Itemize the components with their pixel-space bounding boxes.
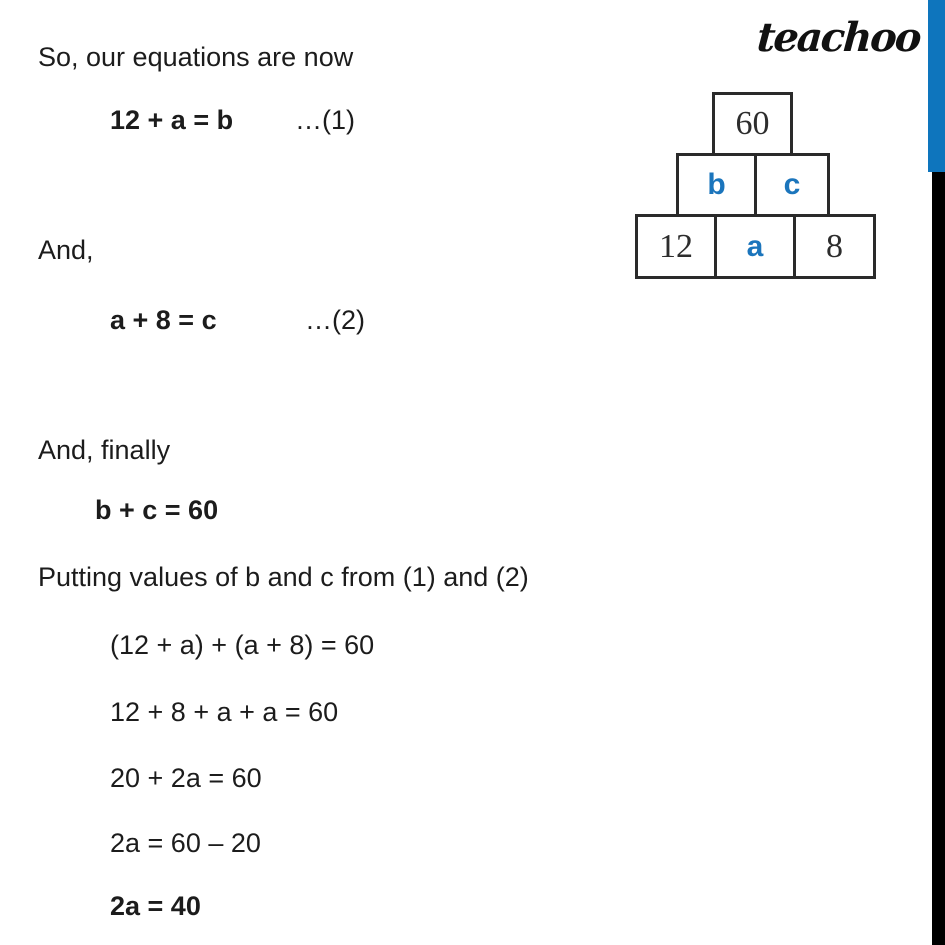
pyramid-variable-a: a <box>746 229 764 263</box>
pyramid-value-60: 60 <box>735 105 770 142</box>
pyramid-cell-c <box>754 153 830 217</box>
equation-2: a + 8 = c <box>110 305 217 335</box>
putting-values-text: Putting values of b and c from (1) and (2) <box>38 562 529 592</box>
pyramid-variable-b: b <box>707 168 726 201</box>
blue-edge-bar <box>928 0 945 172</box>
and-text: And, <box>38 235 94 265</box>
result-line: 2a = 40 <box>110 891 201 921</box>
equation-3: b + c = 60 <box>95 495 219 525</box>
pyramid-cell-b <box>676 153 757 217</box>
step-line: 20 + 2a = 60 <box>110 763 262 793</box>
pyramid-cell-12 <box>635 214 717 279</box>
pyramid-cell-8 <box>793 214 876 279</box>
pyramid-cell-top <box>712 92 793 156</box>
equation-2-ref: …(2) <box>305 305 365 335</box>
intro-text: So, our equations are now <box>38 42 354 72</box>
step-line: 12 + 8 + a + a = 60 <box>110 697 339 727</box>
equation-1-ref: …(1) <box>295 105 355 135</box>
black-edge-bar <box>932 172 945 945</box>
pyramid-value-8: 8 <box>826 227 843 265</box>
pyramid-cell-a <box>714 214 796 279</box>
and-finally-text: And, finally <box>38 435 171 465</box>
equation-1: 12 + a = b <box>110 105 234 135</box>
step-line: (12 + a) + (a + 8) = 60 <box>110 630 375 660</box>
pyramid-value-12: 12 <box>659 227 693 265</box>
teachoo-logo: teachoo <box>755 14 922 61</box>
step-line: 2a = 60 – 20 <box>110 828 261 858</box>
pyramid-variable-c: c <box>783 168 801 201</box>
